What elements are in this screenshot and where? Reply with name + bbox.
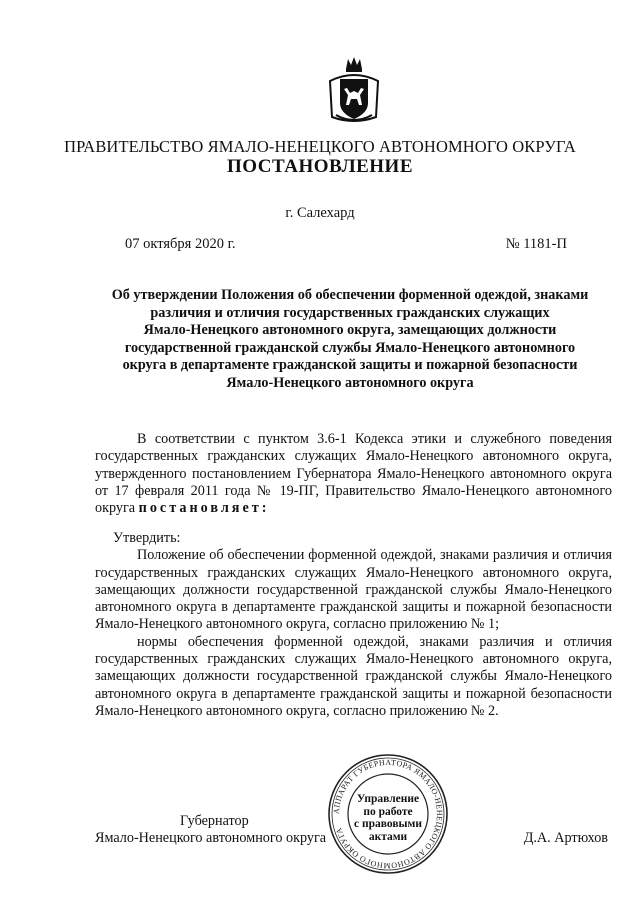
city: г. Салехард: [285, 205, 355, 221]
title-line: Ямало-Ненецкого автономного округа: [226, 374, 474, 391]
signatory-organization: Ямало-Ненецкого автономного округа: [95, 830, 327, 846]
preamble-paragraph: [95, 431, 612, 517]
stamp-line: Управление: [356, 793, 420, 805]
stamp-line: по работе: [363, 805, 413, 818]
title-line: Ямало-Ненецкого автономного округа, замещающих должности: [143, 322, 557, 338]
resolves-word: постановляет:: [138, 500, 270, 517]
signatory-name: Д.А. Артюхов: [523, 830, 608, 846]
coat-of-arms-icon: [324, 55, 384, 127]
document-date: 07 октября 2020 г.: [125, 236, 236, 252]
approve-item-1: Положение об обеспечении форменной одеждой, знаками различия и отличия государственных гражданских служащих Ямало-Ненецкого автономного округа, замещающих должности государственной гражданской службы Ямало-Ненецкого автономного округа в департаменте гражданской защиты и пожарной безопасности Ямало-Ненецкого автономного округа, согласно приложению № 1;: [95, 547, 612, 633]
signatory-title: Губернатор: [180, 813, 249, 829]
preamble-text: В соответствии с пунктом 3.6-1 Кодекса этики и служебного поведения государственных гражданских служащих Ямало-Ненецкого автономного округа, утвержденного постановлением Губернатора Ямало-Ненецкого автономного округа от 17 февраля 2011 года № 19-ПГ, Правительство Ямало-Ненецкого автономного округа: [95, 431, 612, 517]
document-type: ПОСТАНОВЛЕНИЕ: [226, 156, 414, 177]
document-number: № 1181-П: [505, 236, 567, 252]
document-title: [95, 287, 605, 392]
title-line: государственной гражданской службы Ямало-Ненецкого автономного: [124, 339, 576, 356]
title-line: Об утверждении Положения об обеспечении форменной одеждой, знаками: [111, 287, 589, 303]
stamp-center-text: [352, 793, 424, 843]
title-line: различия и отличия государственных гражданских служащих: [150, 304, 550, 321]
approve-section: [95, 530, 612, 720]
stamp-line: актами: [368, 830, 408, 843]
approve-item-2: нормы обеспечения форменной одеждой, знаками различия и отличия государственных гражданских служащих Ямало-Ненецкого автономного округа, замещающих должности государственной гражданской службы Ямало-Ненецкого автономного округа в департаменте гражданской защиты и пожарной безопасности Ямало-Ненецкого автономного округа, согласно приложению № 2.: [95, 633, 612, 719]
stamp-line: с правовыми: [354, 818, 422, 830]
stamp-ring-text: АППАРАТ ГУБЕРНАТОРА ЯМАЛО-НЕНЕЦКОГО АВТОНОМНОГО ОКРУГА: [331, 757, 445, 871]
approve-heading: Утвердить:: [113, 530, 181, 546]
title-line: округа в департаменте гражданской защиты и пожарной безопасности: [122, 357, 578, 373]
organization-name: ПРАВИТЕЛЬСТВО ЯМАЛО-НЕНЕЦКОГО АВТОНОМНОГО ОКРУГА: [64, 137, 576, 156]
